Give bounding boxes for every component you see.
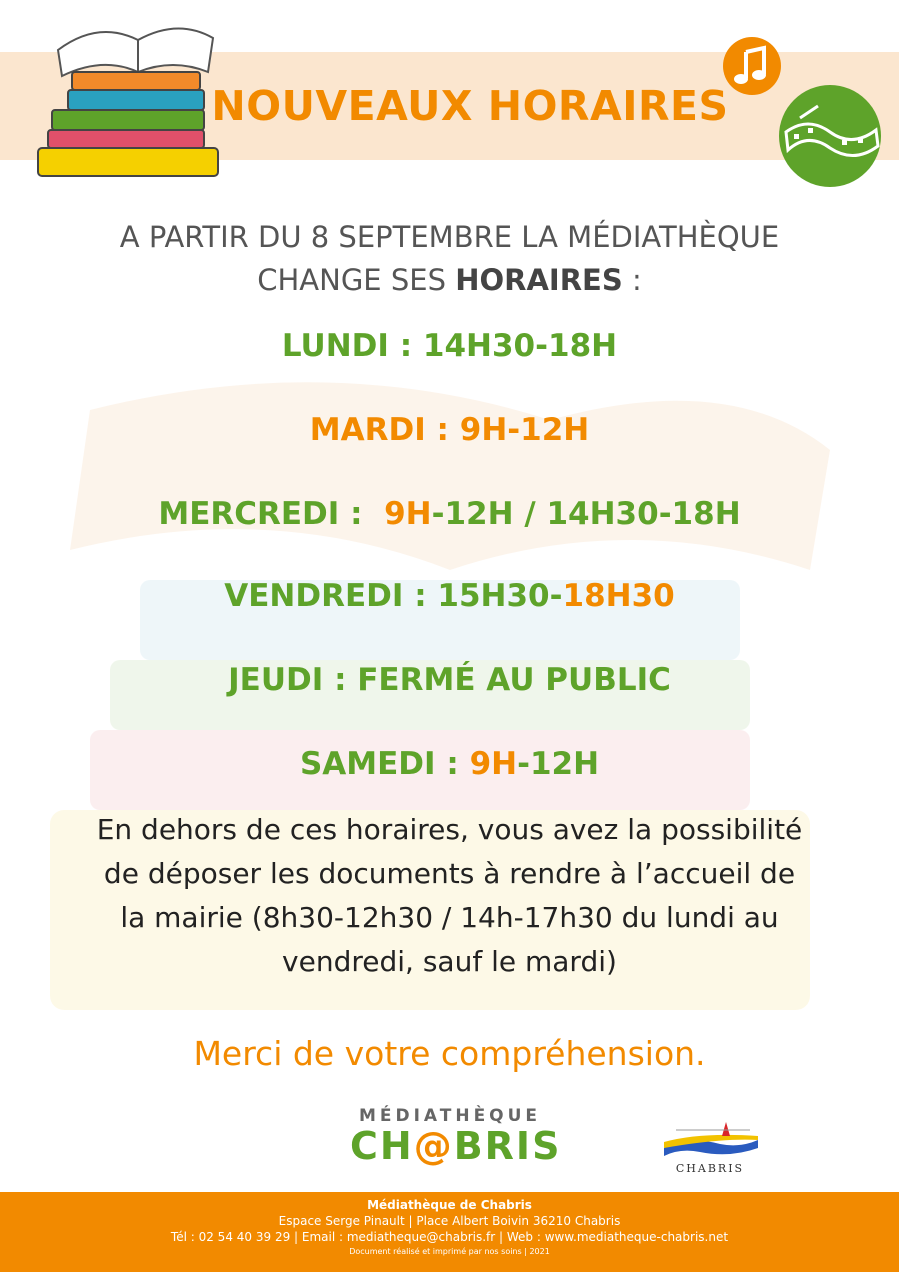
- mediatheque-logo-ch: CH: [350, 1124, 414, 1168]
- mediatheque-logo: [350, 1106, 562, 1186]
- mardi-day: MARDI :: [309, 412, 460, 448]
- schedule-vendredi: [0, 576, 899, 616]
- note-line4: vendredi, sauf le mardi): [282, 945, 617, 978]
- village-logo-name: CHABRIS: [675, 1162, 745, 1175]
- samedi-day: SAMEDI :: [299, 746, 470, 782]
- footer-credit: Document réalisé et imprimé par nos soins | 2021: [349, 1247, 550, 1256]
- footer-name: Médiathèque de Chabris: [367, 1198, 532, 1212]
- schedule-mercredi: [0, 494, 899, 534]
- schedule-mardi: [0, 410, 899, 450]
- schedule-lundi: [0, 326, 899, 366]
- lundi-hours: 14H30-18H: [422, 328, 618, 364]
- note-line1: En dehors de ces horaires, vous avez la possibilité: [96, 813, 803, 846]
- intro-line2-prefix: CHANGE SES: [257, 263, 456, 297]
- vendredi-hours-2: 18H30: [562, 578, 675, 614]
- lundi-day: LUNDI :: [281, 328, 423, 364]
- mediatheque-logo-name: [350, 1124, 562, 1168]
- village-emblem-icon: [660, 1118, 760, 1162]
- intro-line1: A PARTIR DU 8 SEPTEMBRE LA MÉDIATHÈQUE: [119, 220, 780, 254]
- mediatheque-logo-at: @: [413, 1124, 454, 1168]
- jeudi-text: JEUDI : FERMÉ AU PUBLIC: [228, 662, 671, 698]
- mercredi-day: MERCREDI :: [158, 496, 385, 532]
- intro-text: [40, 216, 859, 302]
- schedule-samedi: [0, 744, 899, 784]
- mardi-hours: 9H-12H: [459, 412, 590, 448]
- schedule-jeudi: [0, 660, 899, 700]
- thanks-text: Merci de votre compréhension.: [193, 1034, 706, 1073]
- footer-address: Espace Serge Pinault | Place Albert Boivin 36210 Chabris: [278, 1214, 621, 1228]
- vendredi-hours-1: 15H30-: [437, 578, 563, 614]
- footer: [0, 1192, 899, 1272]
- mediatheque-logo-top: MÉDIATHÈQUE: [358, 1106, 542, 1126]
- samedi-hours-2: -12H: [517, 746, 600, 782]
- vendredi-day: VENDREDI :: [224, 578, 438, 614]
- mercredi-hours-1: 9H: [384, 496, 432, 532]
- footer-contact: Tél : 02 54 40 39 29 | Email : mediatheque@chabris.fr | Web : www.mediatheque-chabris.net: [170, 1230, 729, 1244]
- intro-line2: [40, 259, 859, 302]
- mediatheque-logo-bris: BRIS: [453, 1124, 562, 1168]
- village-logo: [660, 1118, 764, 1180]
- samedi-hours-1: 9H: [469, 746, 518, 782]
- note-line3: la mairie (8h30-12h30 / 14h-17h30 du lundi au: [120, 901, 779, 934]
- note-line2: de déposer les documents à rendre à l’accueil de: [103, 857, 796, 890]
- note-text: [40, 808, 859, 984]
- music-note-icon: [722, 36, 782, 96]
- mercredi-hours-2: -12H / 14H30-18H: [431, 496, 741, 532]
- film-reel-icon: [778, 84, 882, 188]
- intro-line2-bold: HORAIRES: [455, 263, 623, 297]
- page-title: NOUVEAUX HORAIRES: [211, 82, 729, 130]
- intro-line2-suffix: :: [622, 263, 642, 297]
